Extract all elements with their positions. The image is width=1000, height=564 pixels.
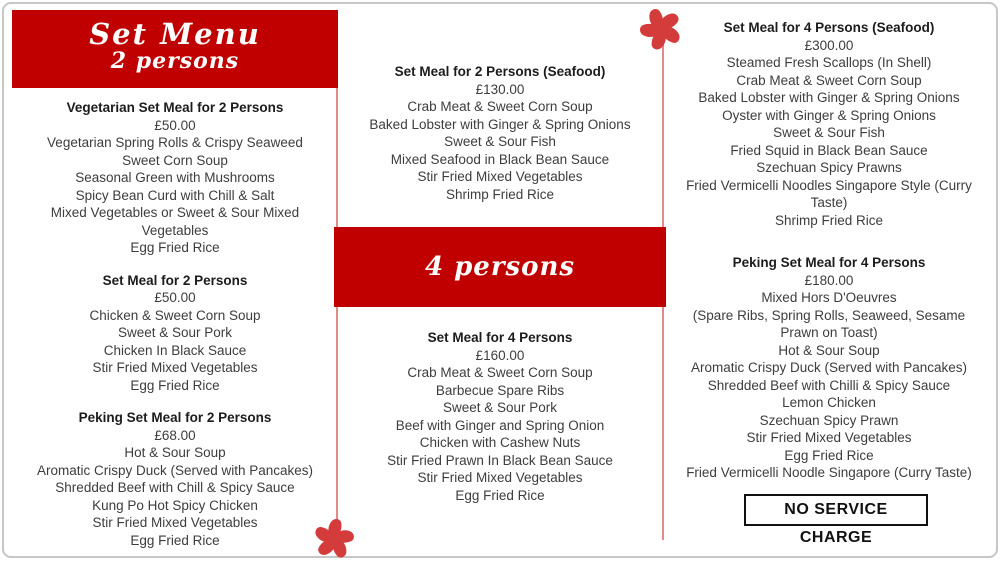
menu-item: Baked Lobster with Ginger & Spring Onions (698, 90, 960, 105)
menu-item: Stir Fried Mixed Vegetables (92, 360, 258, 375)
column-seafood-2p (336, 63, 664, 218)
section-items (677, 54, 981, 229)
menu-item: Mixed Vegetables or Sweet & Sour Mixed Vegetables (50, 205, 300, 238)
section-title: Set Meal for 4 Persons (427, 330, 573, 345)
section-price: £50.00 (154, 290, 196, 305)
column-seafood-4p (664, 19, 994, 497)
menu-item: Stir Fried Mixed Vegetables (92, 515, 258, 530)
menu-item: Aromatic Crispy Duck (Served with Pancakes) (36, 462, 314, 478)
section-price: £160.00 (475, 347, 525, 363)
menu-item: Fried Vermicelli Noodle Singapore (Curry Taste) (686, 465, 972, 480)
menu-item: Hot & Sour Soup (124, 445, 226, 460)
bauhinia-flower-icon (637, 5, 685, 53)
section-title: Vegetarian Set Meal for 2 Persons (66, 100, 284, 115)
banner-4-persons: 4 persons (334, 227, 666, 307)
no-service-charge-label: NO SERVICE CHARGE (784, 501, 888, 546)
menu-card (2, 2, 998, 558)
menu-item: Spicy Bean Curd with Chill & Salt (75, 187, 275, 203)
menu-section-set-4p (356, 329, 644, 504)
set-menu-header (12, 10, 338, 88)
section-title: Set Meal for 4 Persons (Seafood) (723, 20, 935, 35)
section-items (356, 364, 644, 504)
menu-item: Fried Squid in Black Bean Sauce (730, 142, 928, 158)
menu-item: Sweet Corn Soup (122, 152, 228, 168)
section-items (32, 307, 318, 395)
section-items (32, 134, 318, 257)
column-4-persons (336, 329, 664, 519)
section-title: Set Meal for 2 Persons (Seafood) (394, 64, 606, 79)
section-price: £180.00 (804, 272, 854, 288)
menu-item: Aromatic Crispy Duck (Served with Pancakes) (690, 360, 968, 375)
menu-item: Stir Fried Mixed Vegetables (417, 470, 583, 485)
menu-item: Kung Po Hot Spicy Chicken (92, 497, 258, 513)
menu-item: Szechuan Spicy Prawn (759, 412, 899, 428)
menu-item: Chicken with Cashew Nuts (419, 435, 581, 450)
section-title: Peking Set Meal for 2 Persons (78, 410, 272, 425)
no-service-charge-box (744, 494, 928, 546)
menu-item: Shrimp Fried Rice (445, 186, 555, 202)
section-price: £50.00 (154, 117, 196, 133)
menu-item: Egg Fried Rice (130, 532, 220, 548)
menu-item: Crab Meat & Sweet Corn Soup (736, 72, 922, 88)
bauhinia-flower-icon (311, 516, 357, 562)
menu-item: Vegetarian Spring Rolls & Crispy Seaweed (47, 135, 303, 150)
menu-item: Shredded Beef with Chill & Spicy Sauce (55, 480, 295, 495)
menu-item: Sweet & Sour Pork (442, 400, 558, 415)
section-items (677, 289, 981, 482)
menu-section-peking-4p (677, 254, 981, 482)
menu-item: Lemon Chicken (782, 395, 876, 410)
menu-item: Egg Fried Rice (455, 487, 545, 503)
menu-item: Mixed Hors D'Oeuvres (761, 290, 897, 305)
menu-item: Sweet & Sour Fish (444, 134, 556, 149)
menu-title: Set Menu (89, 17, 261, 51)
menu-item: Sweet & Sour Pork (117, 325, 233, 340)
menu-item: Chicken & Sweet Corn Soup (89, 307, 261, 323)
menu-item: Barbecue Spare Ribs (435, 382, 565, 398)
menu-item: Shrimp Fried Rice (774, 212, 884, 228)
menu-section-set-2p (32, 272, 318, 395)
column-2-persons (12, 99, 338, 564)
menu-item: Baked Lobster with Ginger & Spring Onions (369, 116, 631, 132)
section-title: Peking Set Meal for 4 Persons (732, 255, 926, 270)
menu-item: Stir Fried Mixed Vegetables (417, 169, 583, 184)
menu-section-peking-2p (32, 409, 318, 549)
menu-item: Mixed Seafood in Black Bean Sauce (390, 151, 610, 167)
menu-subtitle-2-persons: 2 persons (110, 48, 240, 74)
menu-section-vegetarian-2p (32, 99, 318, 257)
section-price: £300.00 (804, 37, 854, 53)
menu-item: Crab Meat & Sweet Corn Soup (407, 365, 593, 380)
menu-item: Fried Vermicelli Noodles Singapore Style (Curry Taste) (686, 177, 972, 210)
menu-item: Egg Fried Rice (130, 240, 220, 255)
menu-item: Beef with Ginger and Spring Onion (395, 417, 605, 433)
section-items (32, 444, 318, 549)
section-items (356, 98, 644, 203)
menu-item: Stir Fried Prawn In Black Bean Sauce (387, 452, 613, 468)
menu-item: Crab Meat & Sweet Corn Soup (407, 99, 593, 114)
menu-section-seafood-2p (356, 63, 644, 203)
menu-item: Egg Fried Rice (130, 377, 220, 393)
menu-item: Egg Fried Rice (784, 447, 874, 463)
menu-section-seafood-4p (677, 19, 981, 229)
section-title: Set Meal for 2 Persons (102, 272, 248, 288)
section-price: £130.00 (475, 81, 525, 97)
menu-item: Steamed Fresh Scallops (In Shell) (726, 55, 932, 70)
menu-item: Sweet & Sour Fish (773, 125, 885, 140)
menu-item: Szechuan Spicy Prawns (756, 160, 902, 175)
menu-item: Hot & Sour Soup (778, 342, 880, 358)
menu-item: Stir Fried Mixed Vegetables (746, 430, 912, 445)
menu-item: Shredded Beef with Chilli & Spicy Sauce (707, 377, 951, 393)
menu-item: Oyster with Ginger & Spring Onions (722, 107, 936, 123)
menu-item: (Spare Ribs, Spring Rolls, Seaweed, Sesame Prawn on Toast) (692, 307, 966, 340)
menu-item: Chicken In Black Sauce (103, 342, 247, 358)
section-price: £68.00 (154, 427, 196, 443)
menu-item: Seasonal Green with Mushrooms (75, 170, 275, 185)
